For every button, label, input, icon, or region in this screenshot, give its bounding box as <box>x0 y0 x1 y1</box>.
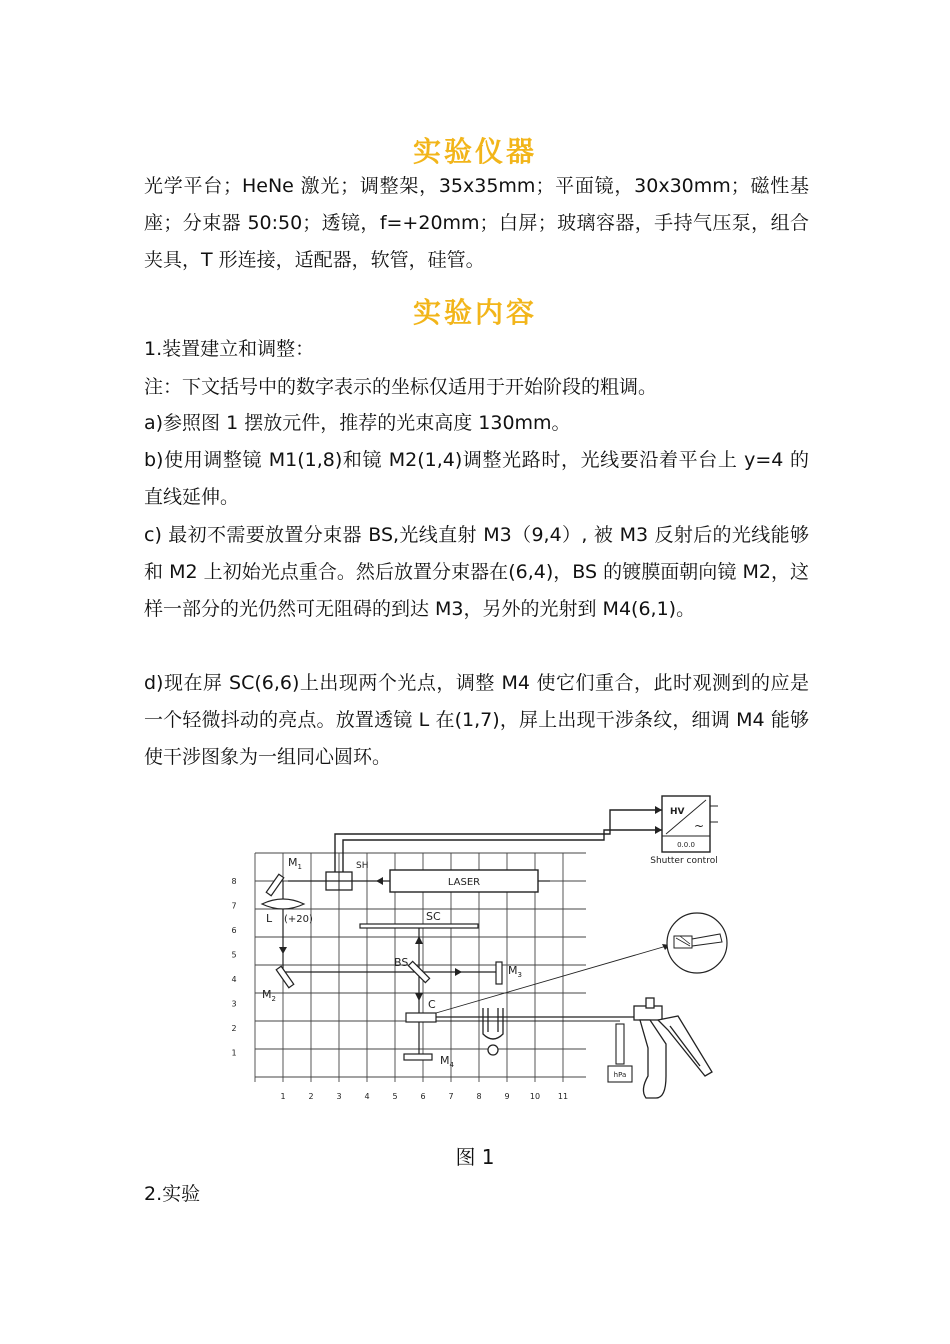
svg-text:~: ~ <box>694 819 705 833</box>
mirror-m4 <box>404 1054 432 1060</box>
mirror-m1 <box>266 874 284 895</box>
x-tick-label: 2 <box>308 1092 314 1101</box>
lens-icon <box>262 899 304 909</box>
y-tick-label: 5 <box>231 950 237 960</box>
m2-label: $M_2$ <box>262 988 276 1003</box>
x-tick-label: 11 <box>557 1092 569 1101</box>
hv-label: HV <box>670 807 685 817</box>
detail-pointer <box>436 945 670 1013</box>
sc-label: SC <box>426 910 441 923</box>
section-title-content: 实验内容 <box>412 296 537 329</box>
step-b-paragraph: b)使用调整镜 M1(1,8)和镜 M2(1,4)调整光路时，光线要沿着平台上 y=4 的直线延伸。 <box>144 449 809 508</box>
y-tick-label: 3 <box>231 999 237 1009</box>
hv-box-icon <box>662 796 718 852</box>
lens-focal-label: (+20) <box>284 914 313 925</box>
beam-arrow-2 <box>279 947 287 954</box>
x-tick-label: 7 <box>448 1092 454 1101</box>
x-tick-label: 10 <box>529 1092 541 1101</box>
step2-title: 2.实验 <box>144 1183 201 1205</box>
detail-magnifier-icon <box>667 913 727 973</box>
note-paragraph: 注：下文括号中的数字表示的坐标仅适用于开始阶段的粗调。 <box>144 376 658 398</box>
mirror-m2 <box>276 966 294 987</box>
x-tick-label: 1 <box>280 1092 286 1101</box>
hv-display: 0.0.0 <box>677 841 695 849</box>
shutter-control-label: Shutter control <box>650 856 718 866</box>
step-a-paragraph: a)参照图 1 摆放元件，推荐的光束高度 130mm。 <box>144 412 571 434</box>
m4-label: $M_4$ <box>440 1054 454 1069</box>
lens-label: L <box>266 912 273 925</box>
y-tick-label: 8 <box>231 877 237 886</box>
screen-sc <box>360 924 478 928</box>
x-axis-ticks <box>280 1092 568 1101</box>
shutter-label: SH <box>356 861 369 871</box>
beam-arrow-1 <box>376 877 383 885</box>
y-axis-ticks <box>231 877 236 1058</box>
y-tick-label: 7 <box>231 901 237 911</box>
step-d-paragraph: d)现在屏 SC(6,6)上出现两个光点，调整 M4 使它们重合，此时观测到的应是一个轻微抖动的亮点。放置透镜 L 在(1,7)，屏上出现干涉条纹，细调 M4 能够使干涉图象为一组同心圆环。 <box>144 672 809 768</box>
clamp-holder-icon <box>483 1008 503 1055</box>
y-tick-label: 4 <box>231 975 237 984</box>
m3-label: $M_3$ <box>508 964 522 979</box>
m1-label: $M_1$ <box>288 856 302 871</box>
figure-caption: 图 1 <box>455 1145 495 1169</box>
cable-arrow-2 <box>655 826 662 834</box>
y-tick-label: 2 <box>231 1024 237 1033</box>
hand-pump-icon <box>634 998 712 1098</box>
beam-arrow-5 <box>415 993 423 1001</box>
beam-paths <box>283 881 496 1058</box>
step-c-paragraph: c) 最初不需要放置分束器 BS,光线直射 M3（9,4）, 被 M3 反射后的光线能够和 M2 上初始光点重合。然后放置分束器在(6,4)，BS 的镀膜面朝向镜 M2，这样一部分的光仍然可无阻碍的到达 M3，另外的光射到 M4(6,1)。 <box>144 524 809 620</box>
bs-label: BS <box>394 956 409 969</box>
cable-upper <box>335 810 662 876</box>
instruments-paragraph: 光学平台；HeNe 激光；调整架，35x35mm；平面镜，30x30mm；磁性基座；分束器 50:50；透镜，f=+20mm；白屏；玻璃容器，手持气压泵，组合夹具，T 形连接，适配器，软管，硅管。 <box>144 175 809 271</box>
cell-label: C <box>428 998 436 1011</box>
x-tick-label: 5 <box>392 1092 398 1101</box>
pressure-gauge-icon <box>608 1024 632 1082</box>
cable-arrow-1 <box>655 806 662 814</box>
x-tick-label: 6 <box>420 1092 426 1101</box>
x-tick-label: 4 <box>364 1092 370 1101</box>
section-title-instruments: 实验仪器 <box>412 135 537 168</box>
laser-label: LASER <box>447 877 481 888</box>
gauge-label: hPa <box>613 1071 627 1079</box>
x-tick-label: 8 <box>476 1092 482 1101</box>
x-tick-label: 9 <box>504 1092 510 1101</box>
y-tick-label: 1 <box>231 1048 237 1058</box>
beam-arrow-3 <box>455 968 462 976</box>
step1-title: 1.装置建立和调整： <box>144 338 315 360</box>
y-tick-label: 6 <box>231 926 237 935</box>
mirror-m3 <box>496 962 502 984</box>
glass-cell <box>406 1013 436 1022</box>
x-tick-label: 3 <box>336 1092 342 1101</box>
figure-1-setup-diagram <box>200 786 760 1116</box>
